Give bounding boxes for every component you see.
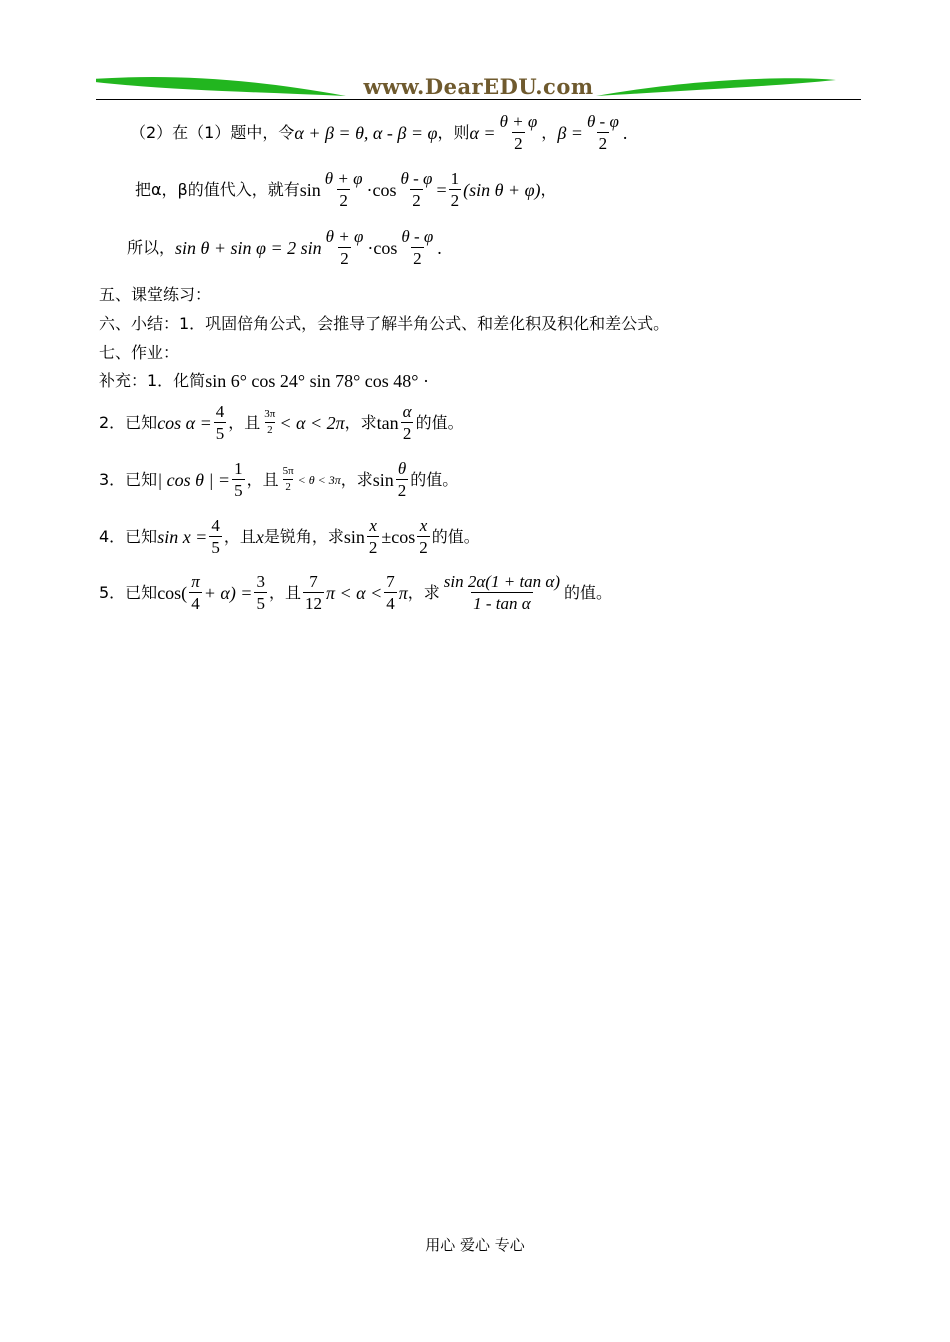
substitution-line bbox=[135, 170, 557, 209]
section-5: 五、课堂练习： bbox=[99, 285, 212, 304]
sub-prefix: 把α，β的值代入，就有 bbox=[135, 179, 300, 199]
ex5-upper bbox=[384, 573, 397, 612]
ex2-den: 5 bbox=[215, 424, 225, 443]
ex4-x: x bbox=[255, 526, 264, 547]
result-line bbox=[127, 228, 442, 267]
ex3-num: 1 bbox=[234, 459, 243, 478]
exercise-4 bbox=[99, 517, 480, 556]
ex2-label: 2．已知 bbox=[99, 412, 158, 432]
exercise-5 bbox=[99, 573, 612, 612]
sub-diff-num: θ - φ bbox=[400, 169, 433, 188]
ex4-den: 5 bbox=[211, 538, 220, 557]
ex3-ineq: < θ < 3π bbox=[297, 472, 341, 487]
half-num: 1 bbox=[450, 169, 460, 188]
ex2-tan: tan bbox=[376, 412, 399, 433]
ex4-label: 4．已知 bbox=[99, 526, 158, 546]
ex2-tail: 的值。 bbox=[415, 412, 464, 432]
header-rule bbox=[96, 99, 861, 100]
ex2-anum: α bbox=[402, 402, 412, 421]
part2-period: . bbox=[622, 122, 628, 143]
ex4-xn: x bbox=[369, 516, 377, 535]
sub-cos: ·cos bbox=[366, 179, 397, 200]
ex4-frac bbox=[209, 517, 222, 556]
beta-fraction bbox=[585, 113, 621, 152]
result-lhs: sin θ + sin φ = 2 sin bbox=[175, 237, 322, 258]
sub-diff-den: 2 bbox=[412, 191, 421, 210]
beta-den: 2 bbox=[598, 134, 608, 153]
ex5-enum: sin 2α(1 + tan α) bbox=[443, 572, 560, 591]
ex2-lnum: 3π bbox=[264, 408, 276, 420]
alpha-fraction bbox=[498, 113, 540, 152]
sub-sum-num: θ + φ bbox=[324, 169, 363, 188]
ex5-and: ，且 bbox=[268, 582, 301, 602]
ex2-cos: cos α = bbox=[157, 412, 212, 433]
exercise-1 bbox=[99, 372, 429, 390]
ex3-half-theta bbox=[396, 460, 409, 499]
part2-then: ，则 bbox=[437, 122, 470, 142]
ex2-frac bbox=[214, 403, 227, 442]
ex4-half-x-1 bbox=[367, 517, 380, 556]
exercise-2 bbox=[99, 403, 464, 442]
ex3-lnum: 5π bbox=[282, 465, 294, 477]
ex5-eden: 1 - tan α bbox=[473, 594, 531, 613]
ex2-find: ，求 bbox=[344, 412, 377, 432]
part2-line bbox=[130, 113, 627, 152]
result-frac-diff bbox=[399, 228, 435, 267]
ex3-cos: | cos θ | = bbox=[157, 469, 231, 490]
ex4-pm: ±cos bbox=[381, 526, 416, 547]
sub-half bbox=[449, 170, 462, 209]
ex5-expr bbox=[442, 573, 562, 612]
ex1-label: 补充：1．化简 bbox=[99, 371, 206, 390]
sub-frac-sum bbox=[323, 170, 365, 209]
ex5-tail: 的值。 bbox=[564, 582, 613, 602]
page-footer: 用心 爱心 专心 bbox=[425, 1236, 525, 1254]
alpha-num: θ + φ bbox=[499, 112, 538, 131]
ex5-lnum: 7 bbox=[309, 572, 318, 591]
ex5-lower bbox=[303, 573, 324, 612]
ex2-and: ，且 bbox=[228, 412, 261, 432]
ex2-num: 4 bbox=[215, 402, 225, 421]
ex4-s: sin bbox=[343, 526, 365, 547]
ex3-lden: 2 bbox=[285, 481, 291, 493]
ex3-tail: 的值。 bbox=[410, 469, 459, 489]
result-prefix: 所以， bbox=[127, 237, 176, 257]
ex5-pnum: π bbox=[191, 572, 200, 591]
result-frac-sum bbox=[324, 228, 366, 267]
alpha-eq: α = bbox=[469, 122, 496, 143]
alpha-den: 2 bbox=[514, 134, 523, 153]
ex5-cos: cos( bbox=[157, 582, 188, 603]
sub-frac-diff bbox=[399, 170, 435, 209]
ex5-num: 3 bbox=[256, 572, 265, 591]
ex4-xd: 2 bbox=[368, 538, 378, 557]
result-diff-den: 2 bbox=[413, 249, 422, 268]
ex5-mid: π < α < bbox=[325, 582, 383, 603]
result-end: . bbox=[437, 237, 442, 258]
sub-sum-den: 2 bbox=[339, 191, 348, 210]
result-sum-den: 2 bbox=[340, 249, 349, 268]
ex3-aden: 2 bbox=[397, 481, 407, 500]
ex2-lden: 2 bbox=[267, 424, 273, 436]
part2-intro: （2）在（1）题中，令 bbox=[130, 122, 295, 142]
part2-comma: ， bbox=[541, 122, 558, 142]
ex4-num: 4 bbox=[211, 516, 220, 535]
ex4-half-x-2 bbox=[417, 517, 430, 556]
ex5-lden: 12 bbox=[304, 594, 322, 613]
ex4-tail: 的值。 bbox=[431, 526, 480, 546]
ex3-label: 3．已知 bbox=[99, 469, 158, 489]
ex5-pden: 4 bbox=[191, 594, 200, 613]
ex5-pi4 bbox=[189, 573, 202, 612]
result-sum-num: θ + φ bbox=[325, 227, 364, 246]
ex3-den: 5 bbox=[234, 481, 243, 500]
beta-num: θ - φ bbox=[586, 112, 619, 131]
ex3-sin: sin bbox=[372, 469, 394, 490]
ex4-xd2: 2 bbox=[419, 538, 428, 557]
exercise-3 bbox=[99, 460, 458, 499]
ex2-aden: 2 bbox=[402, 424, 412, 443]
half-den: 2 bbox=[450, 191, 460, 210]
sub-end: ， bbox=[540, 179, 557, 199]
ex3-and: ，且 bbox=[246, 469, 279, 489]
sub-rhs: (sin θ + φ) bbox=[463, 179, 541, 200]
ex4-xn2: x bbox=[419, 516, 428, 535]
ex5-pi: π bbox=[398, 582, 408, 603]
site-url[interactable]: www.DearEDU.com bbox=[363, 74, 594, 99]
ex5-rden: 4 bbox=[386, 594, 395, 613]
section-7: 七、作业： bbox=[99, 343, 180, 362]
ex3-frac bbox=[232, 460, 245, 499]
part2-assign: α + β = θ, α - β = φ bbox=[294, 122, 438, 143]
result-cos: ·cos bbox=[367, 237, 398, 258]
ex2-ineq: < α < 2π bbox=[279, 412, 345, 433]
ex5-den: 5 bbox=[256, 594, 265, 613]
ex3-anum: θ bbox=[397, 459, 407, 478]
ex1-expr: sin 6° cos 24° sin 78° cos 48° · bbox=[205, 371, 429, 391]
ex5-rnum: 7 bbox=[386, 572, 395, 591]
ex5-frac bbox=[254, 573, 267, 612]
ex4-sin: sin x = bbox=[157, 526, 208, 547]
ex4-acute: 是锐角，求 bbox=[263, 526, 344, 546]
ex3-lower bbox=[281, 466, 296, 493]
result-diff-num: θ - φ bbox=[401, 227, 434, 246]
ex5-plus: + α) = bbox=[203, 582, 253, 603]
ex5-label: 5．已知 bbox=[99, 582, 158, 602]
ex5-find: ，求 bbox=[407, 582, 440, 602]
ex2-half-alpha bbox=[401, 403, 414, 442]
sub-sin: sin bbox=[299, 179, 321, 200]
sub-eq: = bbox=[436, 179, 447, 200]
section-6: 六、小结：1．巩固倍角公式，会推导了解半角公式、和差化积及积化和差公式。 bbox=[99, 314, 670, 333]
beta-eq: β = bbox=[557, 122, 583, 143]
ex3-find: ，求 bbox=[340, 469, 373, 489]
ex2-lower bbox=[262, 409, 277, 436]
ex4-and: ，且 bbox=[223, 526, 256, 546]
